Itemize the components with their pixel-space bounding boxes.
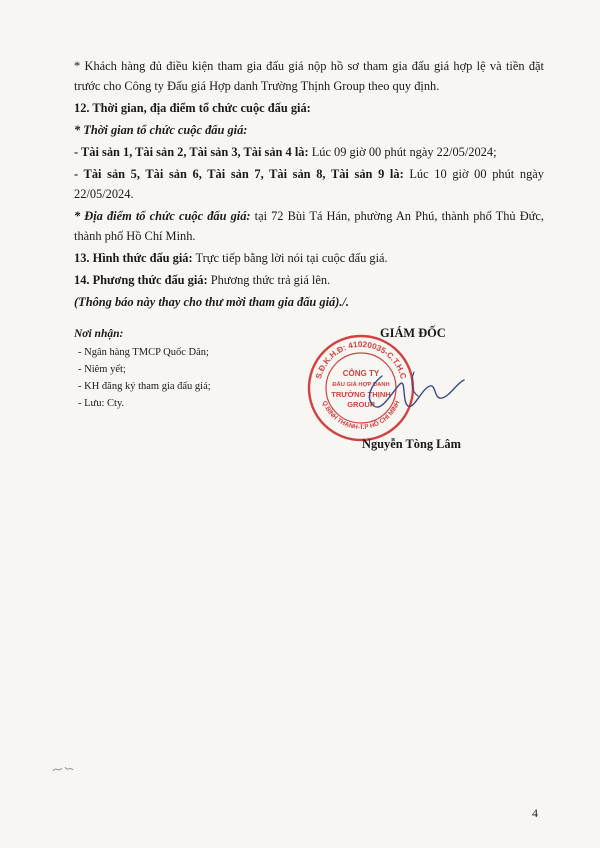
recipient-item: - Ngân hàng TMCP Quốc Dân;	[78, 347, 209, 358]
seal-line-4: GROUP	[347, 400, 375, 409]
section-13-value: Trực tiếp bằng lời nói tại cuộc đấu giá.	[192, 251, 388, 265]
assets-group-1-value: Lúc 09 giờ 00 phút ngày 22/05/2024;	[308, 145, 497, 159]
seal-line-2: ĐẤU GIÁ HỢP DANH	[332, 382, 390, 388]
notice-note: (Thông báo này thay cho thư mời tham gia đấu giá)./.	[74, 295, 349, 309]
section-12-time-heading: * Thời gian tổ chức cuộc đấu giá:	[74, 123, 248, 137]
section-14-label: 14. Phương thức đấu giá:	[74, 273, 208, 287]
section-14	[74, 270, 544, 290]
recipients-block	[74, 326, 274, 412]
assets-group-1	[74, 142, 544, 162]
seal-bottom-text: Q.BÌNH THẠNH-T.P HỒ CHÍ MINH	[320, 399, 402, 432]
location-value: tại 72 Bùi Tá Hán, phường An Phú, thành phố Thủ Đức, thành phố Hồ Chí Minh.	[74, 209, 544, 243]
recipients-list	[74, 344, 274, 412]
seal-outer-text: S.Đ.K.H.Đ: 41020035-C.T.H.C	[314, 339, 408, 380]
location-label: * Địa điểm tổ chức cuộc đấu giá:	[74, 209, 251, 223]
section-12-heading: 12. Thời gian, địa điểm tổ chức cuộc đấu giá:	[74, 101, 311, 115]
recipient-item: - Lưu: Cty.	[78, 398, 125, 409]
assets-group-1-label: - Tài sản 1, Tài sản 2, Tài sản 3, Tài sản 4 là:	[74, 145, 309, 159]
section-13-label: 13. Hình thức đấu giá:	[74, 251, 193, 265]
margin-mark	[50, 762, 76, 776]
page-number: 4	[532, 806, 538, 820]
recipient-item: - Niêm yết;	[78, 364, 126, 375]
document-body	[74, 56, 544, 314]
assets-group-2	[74, 164, 544, 204]
director-title: GIÁM ĐỐC	[380, 326, 446, 340]
paragraph-deposit	[74, 56, 544, 96]
director-name: Nguyễn Tòng Lâm	[362, 437, 461, 451]
section-14-value: Phương thức trả giá lên.	[207, 273, 331, 287]
assets-group-2-value: Lúc 10 giờ 00 phút ngày 22/05/2024.	[74, 167, 544, 201]
seal-line-3: TRƯỜNG THỊNH	[331, 390, 391, 399]
recipient-item: - KH đăng ký tham gia đấu giá;	[78, 381, 211, 392]
seal-line-1: CÔNG TY	[342, 369, 380, 378]
director-signature	[352, 362, 472, 420]
assets-group-2-label: - Tài sản 5, Tài sản 6, Tài sản 7, Tài sản 8, Tài sản 9 là:	[74, 167, 404, 181]
section-13	[74, 248, 544, 268]
location	[74, 206, 544, 246]
recipients-title: Nơi nhận:	[74, 328, 124, 340]
paragraph-deposit-text: * Khách hàng đủ điều kiện tham gia đấu giá nộp hồ sơ tham gia đấu giá hợp lệ và tiền đặt trước cho Công ty Đấu giá Hợp danh Trường Thịnh Group theo quy định.	[74, 59, 544, 93]
